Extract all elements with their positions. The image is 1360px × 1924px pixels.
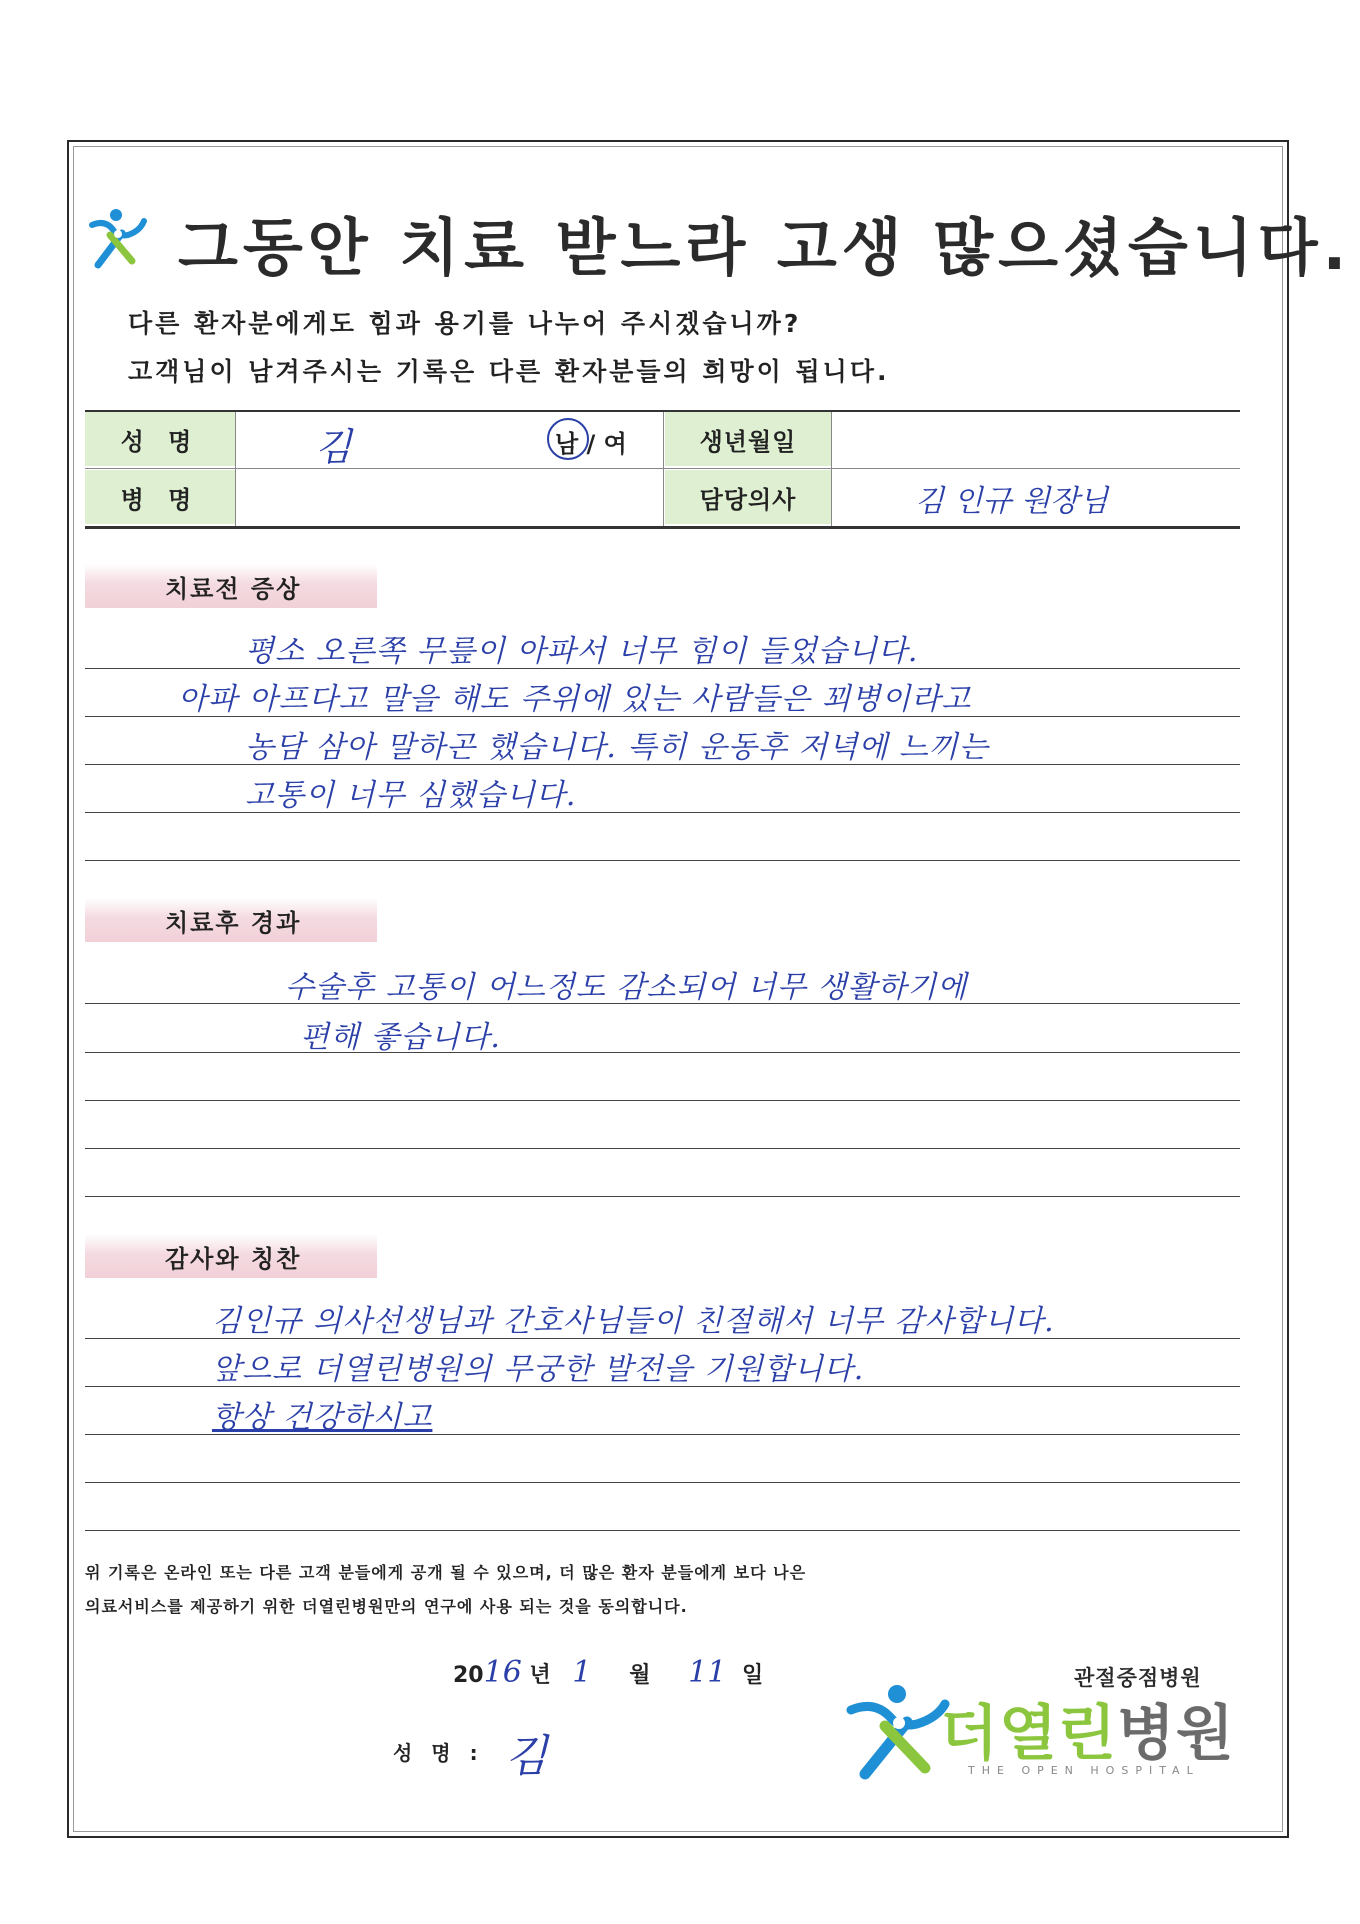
hospital-name-english: THE OPEN HOSPITAL [968, 1764, 1200, 1777]
page-title: 그동안 치료 받느라 고생 많으셨습니다. [178, 211, 1352, 284]
thanks-line-3: 항상 건강하시고 [212, 1400, 433, 1435]
before-line-1: 평소 오른쪽 무릎이 아파서 너무 힘이 들었습니다. [245, 634, 919, 669]
before-line-4: 고통이 너무 심했습니다. [245, 778, 577, 813]
disease-label: 병 명 [85, 470, 235, 524]
thanks-line-1: 김인규 의사선생님과 간호사님들이 친절해서 너무 감사합니다. [212, 1304, 1055, 1339]
doctor-label: 담당의사 [665, 470, 831, 524]
hospital-type: 관절중점병원 [1074, 1666, 1202, 1690]
hospital-name-logo: 더열린병원 [940, 1699, 1235, 1769]
month-handwritten: 1 [572, 1655, 592, 1690]
consent-line-2: 의료서비스를 제공하기 위한 더열린병원만의 연구에 사용 되는 것을 동의합니다. [85, 1597, 688, 1616]
patient-info-table [85, 410, 1240, 529]
year-handwritten: 16 [483, 1655, 522, 1690]
signature-label: 성 명 : [393, 1741, 484, 1765]
intro-line-1: 다른 환자분에게도 힘과 용기를 나누어 주시겠습니까? [128, 309, 802, 338]
consent-line-1: 위 기록은 온라인 또는 다른 고객 분들에게 공개 될 수 있으며, 더 많은 환자 분들에게 보다 나은 [85, 1563, 807, 1582]
day-handwritten: 11 [688, 1655, 727, 1690]
gender-selector: 남 / 여 [555, 424, 627, 459]
gender-female: 여 [603, 430, 627, 458]
after-line-1: 수술후 고통이 어느정도 감소되어 너무 생활하기에 [285, 970, 968, 1005]
section-after-label: 치료후 경과 [85, 898, 377, 942]
hospital-logo-mark-icon [845, 1680, 955, 1780]
section-before-label: 치료전 증상 [85, 564, 377, 608]
doctor-value: 김 인규 원장님 [915, 484, 1108, 519]
name-value: 김 [315, 425, 352, 469]
hospital-logo-icon [88, 205, 148, 271]
thanks-line-2: 앞으로 더열린병원의 무궁한 발전을 기원합니다. [212, 1352, 865, 1387]
gender-male: 남 [555, 430, 579, 458]
gender-selected-circle [547, 418, 589, 460]
before-line-3: 농담 삼아 말하곤 했습니다. 특히 운동후 저녁에 느끼는 [245, 730, 989, 765]
date-field: 2016 년 1 월 11 일 [453, 1655, 764, 1690]
section-thanks-label: 감사와 칭찬 [85, 1234, 377, 1278]
before-line-2: 아파 아프다고 말을 해도 주위에 있는 사람들은 꾀병이라고 [178, 682, 972, 717]
name-label: 성 명 [85, 412, 235, 466]
after-line-2: 편해 좋습니다. [300, 1020, 501, 1055]
signature-value: 김 [505, 1731, 548, 1782]
birth-label: 생년월일 [665, 412, 831, 466]
intro-line-2: 고객님이 남겨주시는 기록은 다른 환자분들의 희망이 됩니다. [128, 357, 890, 386]
